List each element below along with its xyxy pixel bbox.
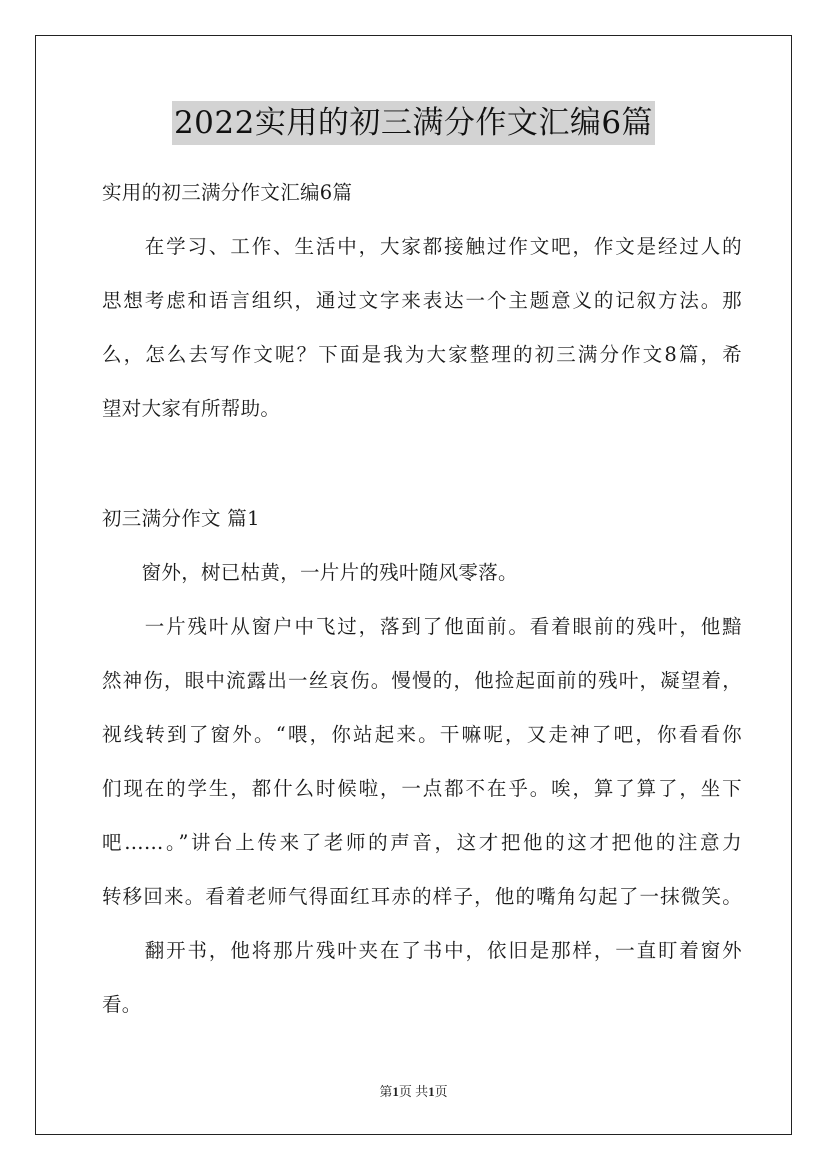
section-heading: 初三满分作文 篇1 xyxy=(102,507,260,530)
paragraph-line: 望对大家有所帮助。 xyxy=(102,397,281,420)
page-current-number: 1 xyxy=(392,1084,399,1099)
page-label-suffix: 页 xyxy=(434,1084,448,1099)
paragraph-line: 看。 xyxy=(102,993,142,1016)
paragraph-line: 吧……。”讲台上传来了老师的声音，这才把他的这才把他的注意力 xyxy=(102,831,742,854)
page-label-mid: 页 共 xyxy=(398,1084,429,1099)
page-footer xyxy=(0,1084,827,1100)
title-container xyxy=(0,101,827,145)
paragraph-line: 转移回来。看着老师气得面红耳赤的样子，他的嘴角勾起了一抹微笑。 xyxy=(102,885,742,908)
paragraph-line: 在学习、工作、生活中，大家都接触过作文吧，作文是经过人的 xyxy=(102,235,742,258)
paragraph-line: 一片残叶从窗户中飞过，落到了他面前。看着眼前的残叶，他黯 xyxy=(102,615,742,638)
paragraph-line: 然神伤，眼中流露出一丝哀伤。慢慢的，他捡起面前的残叶，凝望着， xyxy=(102,669,742,692)
paragraph-line: 窗外，树已枯黄，一片片的残叶随风零落。 xyxy=(102,561,518,584)
subtitle-line: 实用的初三满分作文汇编6篇 xyxy=(102,181,353,204)
paragraph-line: 思想考虑和语言组织，通过文字来表达一个主题意义的记叙方法。那 xyxy=(102,289,742,312)
paragraph-line: 么，怎么去写作文呢？下面是我为大家整理的初三满分作文8篇，希 xyxy=(102,343,742,366)
paragraph-line: 翻开书，他将那片残叶夹在了书中，依旧是那样，一直盯着窗外 xyxy=(102,939,742,962)
document-title: 2022实用的初三满分作文汇编6篇 xyxy=(172,101,655,145)
page-total-number: 1 xyxy=(428,1084,435,1099)
paragraph-line: 视线转到了窗外。“喂，你站起来。干嘛呢，又走神了吧，你看看你 xyxy=(102,723,742,746)
page-label-prefix: 第 xyxy=(379,1084,393,1099)
paragraph-line: 们现在的学生，都什么时候啦，一点都不在乎。唉，算了算了，坐下 xyxy=(102,777,742,800)
